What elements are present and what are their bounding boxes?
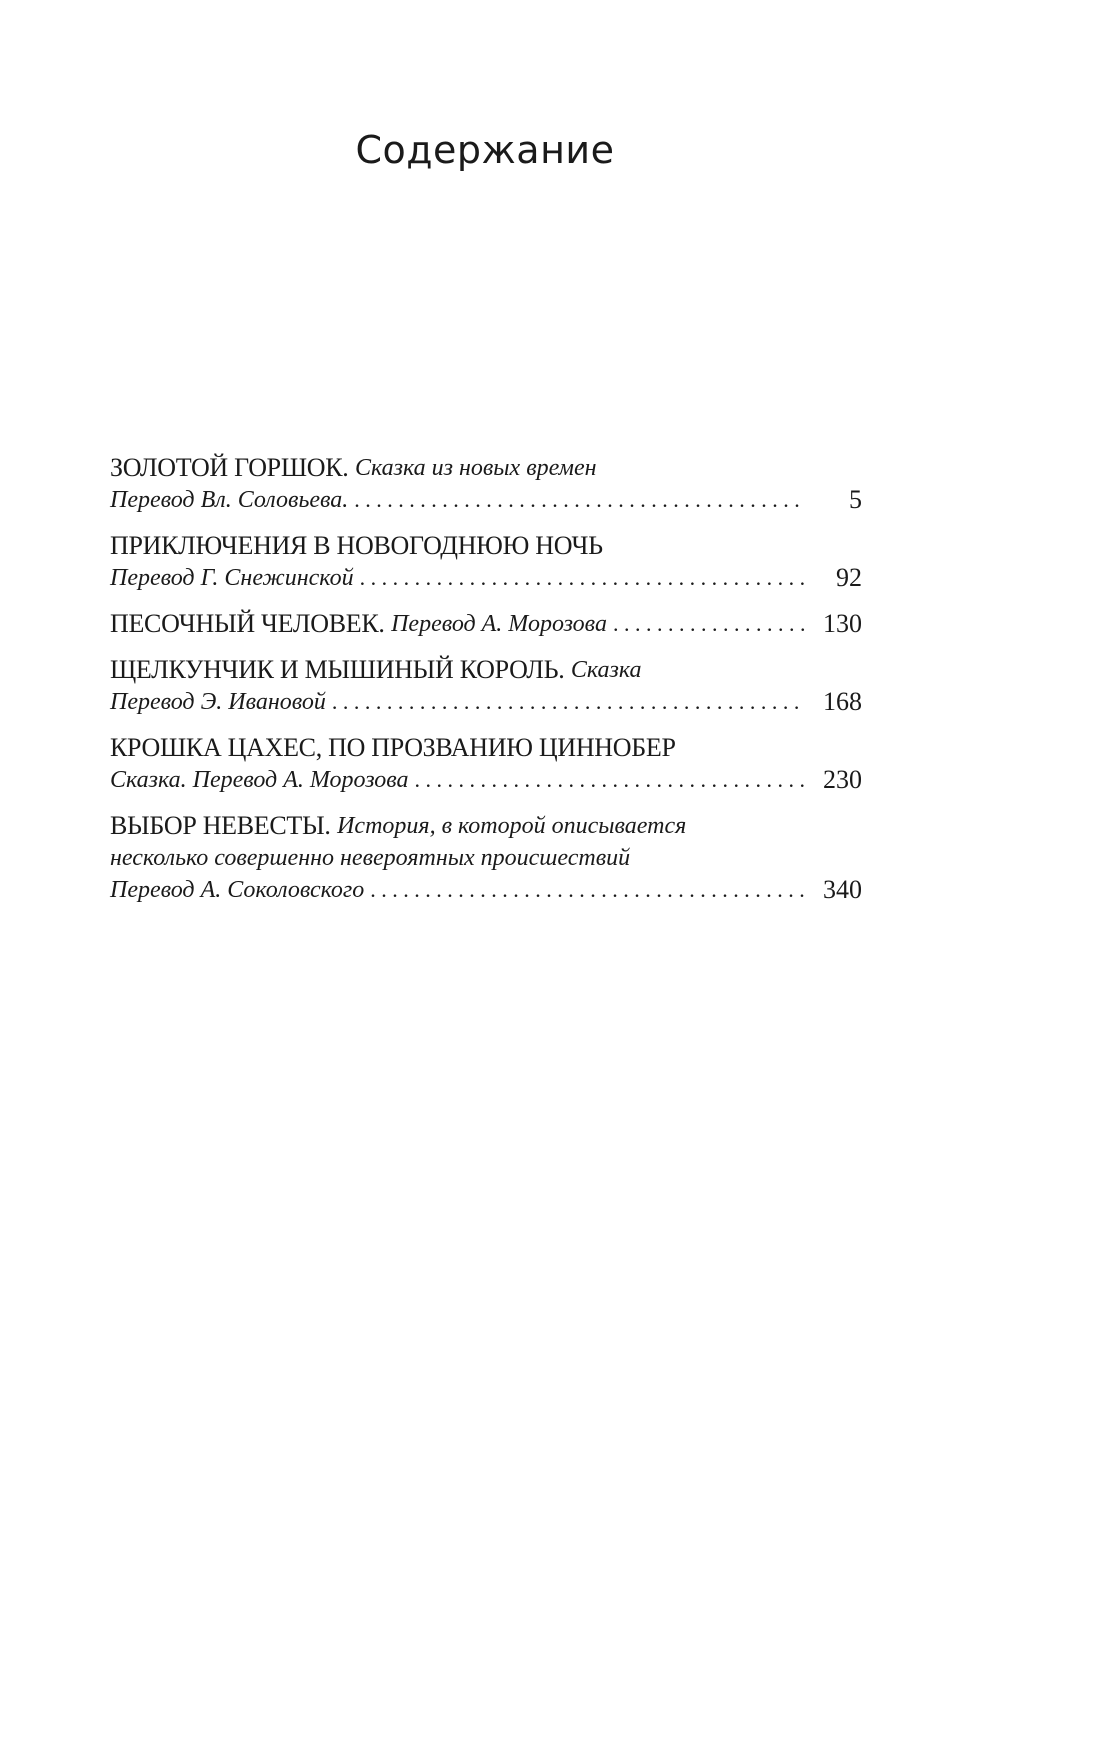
toc-line	[110, 654, 862, 686]
toc-line	[110, 686, 862, 718]
toc-line	[110, 452, 862, 484]
toc-line	[110, 608, 862, 640]
toc-line	[110, 732, 862, 764]
toc-line	[110, 842, 862, 874]
page-number: 5	[849, 485, 862, 514]
toc-entry[interactable]	[110, 608, 862, 640]
toc-line	[110, 874, 862, 906]
toc-line	[110, 764, 862, 796]
toc-line	[110, 810, 862, 842]
toc-entry[interactable]	[110, 810, 862, 906]
page-number: 340	[823, 875, 862, 904]
entry-title: ПЕСОЧНЫЙ ЧЕЛОВЕК.	[110, 609, 385, 638]
entry-subtitle: История, в которой описывается	[337, 813, 687, 839]
entry-translator: Перевод Г. Снежинской	[110, 565, 354, 591]
page-number: 168	[823, 687, 862, 716]
entry-title: ЩЕЛКУНЧИК И МЫШИНЫЙ КОРОЛЬ.	[110, 655, 565, 684]
entry-translator: Сказка. Перевод А. Морозова	[110, 767, 409, 793]
page-number: 130	[823, 609, 862, 638]
toc-entry[interactable]	[110, 732, 862, 796]
entry-title: ПРИКЛЮЧЕНИЯ В НОВОГОДНЮЮ НОЧЬ	[110, 531, 603, 560]
page-number: 230	[823, 765, 862, 794]
table-of-contents	[110, 452, 862, 920]
page-title: Содержание	[355, 128, 615, 172]
dot-leader	[360, 562, 806, 594]
toc-line	[110, 530, 862, 562]
entry-title: ВЫБОР НЕВЕСТЫ.	[110, 811, 331, 840]
dot-leader	[354, 484, 806, 516]
page-number: 92	[836, 563, 862, 592]
toc-line	[110, 562, 862, 594]
dot-leader	[332, 686, 806, 718]
entry-subtitle: Сказка из новых времен	[354, 455, 597, 481]
entry-subtitle: Перевод А. Морозова	[391, 611, 607, 637]
entry-translator: Перевод Э. Ивановой	[110, 689, 326, 715]
toc-entry[interactable]	[110, 452, 862, 516]
dot-leader	[415, 764, 807, 796]
entry-translator: Перевод Вл. Соловьева.	[110, 487, 349, 513]
entry-subtitle: Сказка	[570, 657, 642, 683]
entry-translator: Перевод А. Соколовского	[110, 877, 365, 903]
dot-leader	[613, 608, 806, 640]
entry-title: ЗОЛОТОЙ ГОРШОК.	[110, 453, 349, 482]
toc-entry[interactable]	[110, 654, 862, 718]
entry-translator: несколько совершенно невероятных происшествий	[110, 845, 631, 871]
entry-title: КРОШКА ЦАХЕС, ПО ПРОЗВАНИЮ ЦИННОБЕР	[110, 733, 676, 762]
dot-leader	[370, 874, 806, 906]
toc-line	[110, 484, 862, 516]
toc-entry[interactable]	[110, 530, 862, 594]
